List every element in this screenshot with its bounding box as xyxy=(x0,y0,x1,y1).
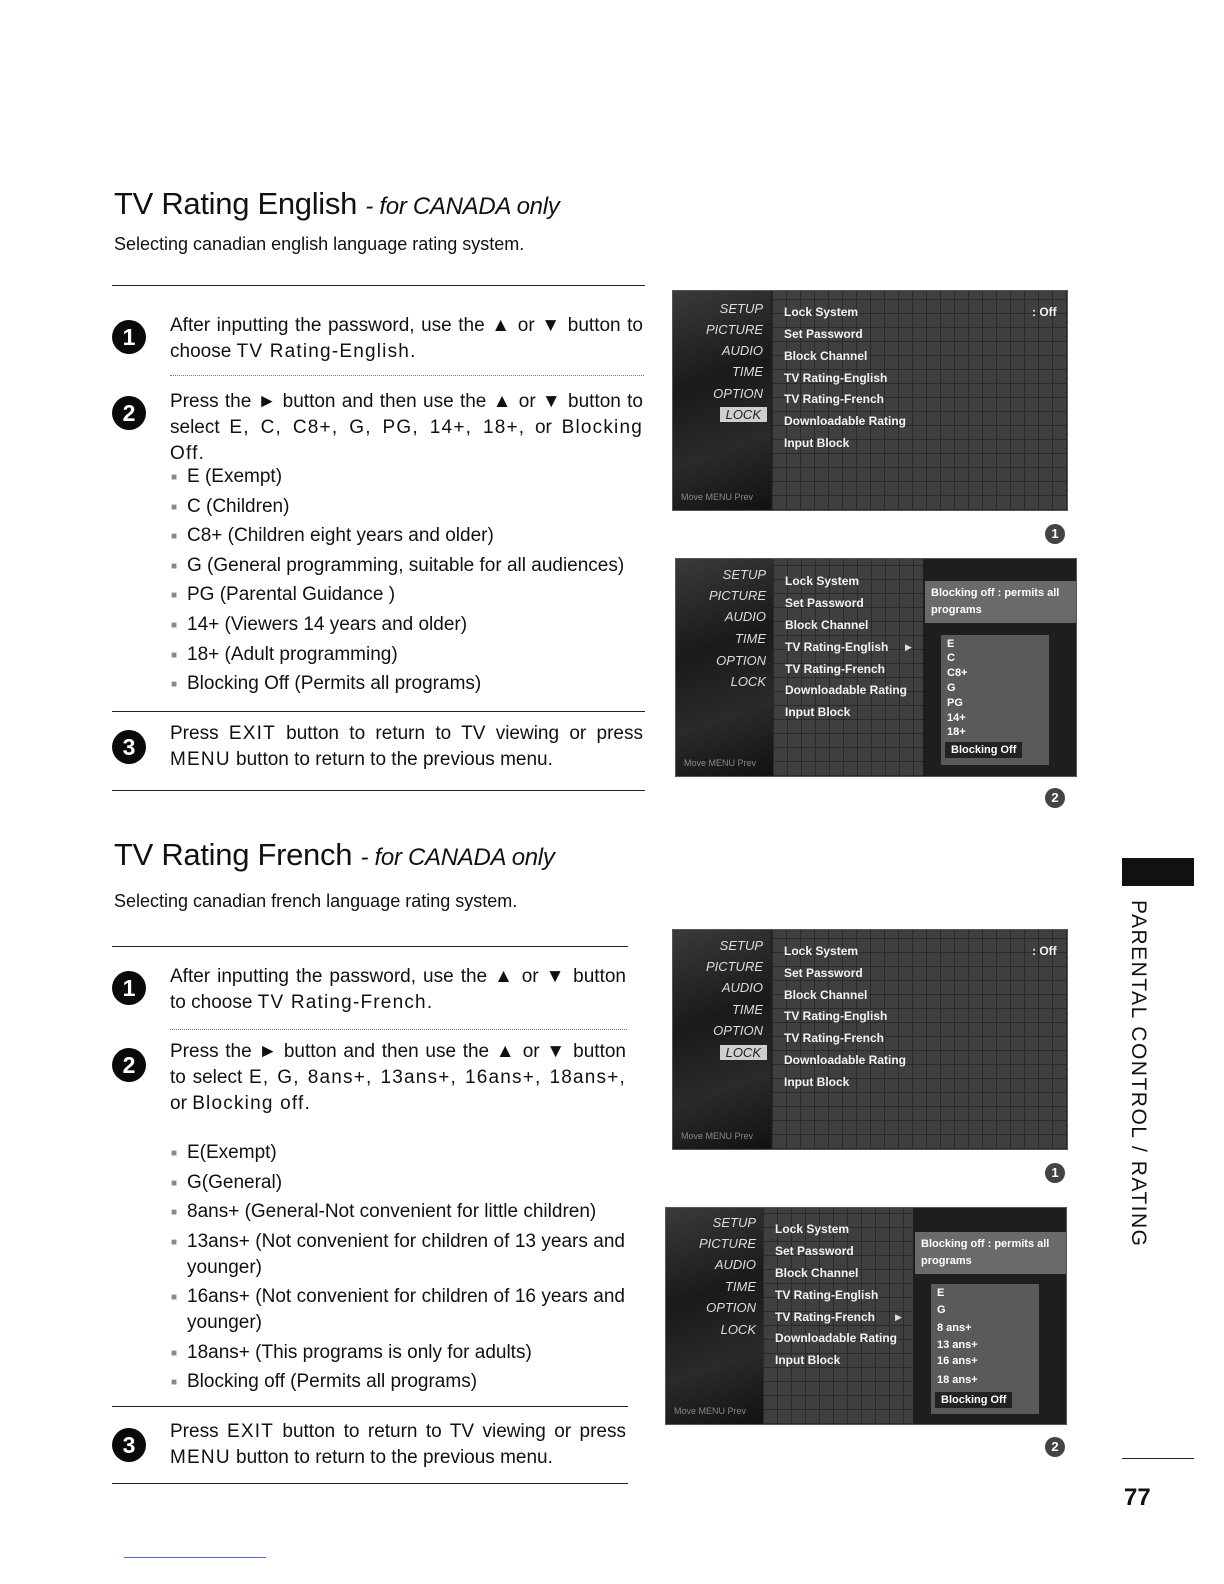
divider xyxy=(112,1406,628,1407)
tv-option-selected: Blocking Off xyxy=(945,742,1022,758)
step-text: button to return to TV viewing or press xyxy=(275,723,643,744)
tv-menu-item: Input Block xyxy=(784,1075,850,1089)
step-emphasis: EXIT xyxy=(226,1421,274,1442)
tv-option: C xyxy=(947,652,955,664)
tv-main-menu xyxy=(772,930,1067,1149)
divider xyxy=(1122,1458,1194,1459)
tv-menu-item-highlighted: TV Rating-English ▶ xyxy=(785,640,888,654)
tv-option-selected: Blocking Off xyxy=(935,1392,1012,1408)
step-text: Press xyxy=(170,1421,227,1442)
tv-menu-item: TV Rating-French xyxy=(785,662,886,676)
step-number-1: 1 xyxy=(112,320,146,354)
tv-main-menu xyxy=(763,1208,913,1424)
step-text: button to return to TV viewing or press xyxy=(274,1421,626,1442)
step-emphasis: EXIT xyxy=(228,723,276,744)
divider xyxy=(112,1483,628,1484)
tv-side-item: OPTION xyxy=(713,386,763,401)
french-bullet: ■ 16ans+ (Not convenient for children of 16 years and younger) xyxy=(187,1284,625,1336)
tv-side-menu xyxy=(673,291,771,510)
tv-lock-value: : Off xyxy=(1032,944,1057,958)
tv-menu-item: Set Password xyxy=(785,596,864,610)
tv-side-item: AUDIO xyxy=(714,1257,756,1272)
tv-side-item: SETUP xyxy=(719,938,763,953)
tv-side-item: PICTURE xyxy=(705,322,763,337)
tv-menu-item: Lock System xyxy=(784,944,859,958)
tv-option: 18 ans+ xyxy=(937,1374,978,1386)
figure-badge-1: 1 xyxy=(1045,524,1065,544)
english-bullet: ■ E (Exempt) xyxy=(187,464,282,490)
tv-menu-item: Lock System xyxy=(785,574,860,588)
tv-side-item: OPTION xyxy=(706,1300,756,1315)
step-text: Press the ► button and then use the ▲ or ▼ button to select xyxy=(170,391,643,438)
tv-side-item: AUDIO xyxy=(721,980,763,995)
step-text: button to return to the previous menu. xyxy=(230,749,553,770)
english-title-text: TV Rating English xyxy=(114,186,358,221)
tv-menu-item: Input Block xyxy=(785,705,851,719)
tv-side-item: TIME xyxy=(731,1002,763,1017)
tv-menu-item: Set Password xyxy=(784,327,863,341)
step-text: . xyxy=(410,341,416,362)
figure-badge-2: 2 xyxy=(1045,1437,1065,1457)
english-bullet: ■ C8+ (Children eight years and older) xyxy=(187,523,494,549)
tv-side-item: SETUP xyxy=(719,301,763,316)
step-text: Press the ► button and then use the ▲ or ▼ button to select xyxy=(170,1041,626,1088)
step-text: button to return to the previous menu. xyxy=(230,1447,553,1468)
english-bullet: ■ PG (Parental Guidance ) xyxy=(187,582,395,608)
tv-menu-item: TV Rating-French xyxy=(784,1031,885,1045)
tv-side-item: AUDIO xyxy=(721,343,763,358)
step-emphasis: E, C, C8+, G, PG, 14+, 18+, xyxy=(229,417,526,438)
french-bullet: ■ 13ans+ (Not convenient for children of 13 years and younger) xyxy=(187,1229,625,1281)
step-emphasis: TV Rating-English xyxy=(236,341,411,362)
divider xyxy=(112,285,645,286)
tv-option: 18+ xyxy=(947,726,966,738)
tv-side-item: TIME xyxy=(734,631,766,646)
step-emphasis: Blocking off xyxy=(192,1093,305,1114)
tv-option: 8 ans+ xyxy=(937,1322,972,1334)
english-title xyxy=(114,186,559,222)
step-number-2: 2 xyxy=(112,396,146,430)
french-bullet: ■ E(Exempt) xyxy=(187,1140,277,1166)
tv-menu-item: Downloadable Rating xyxy=(775,1331,898,1345)
tv-side-item: OPTION xyxy=(716,653,766,668)
tv-menu-item: Input Block xyxy=(784,436,850,450)
tv-menu-item: Set Password xyxy=(784,966,863,980)
step-text: or xyxy=(525,417,562,438)
french-subtitle: Selecting canadian french language rating system. xyxy=(114,891,518,911)
tv-side-item: TIME xyxy=(731,364,763,379)
english-bullet: ■ C (Children) xyxy=(187,494,289,520)
step-emphasis: MENU xyxy=(170,1447,231,1468)
tv-lock-value: : Off xyxy=(1032,305,1057,319)
french-bullet: ■ G(General) xyxy=(187,1170,282,1196)
french-title-suffix: - for CANADA only xyxy=(360,844,555,871)
tv-menu-item: Block Channel xyxy=(785,618,869,632)
tv-option: 13 ans+ xyxy=(937,1339,978,1351)
tv-side-item-selected: LOCK xyxy=(720,407,767,422)
tv-menu-item: Downloadable Rating xyxy=(784,414,907,428)
english-title-suffix: - for CANADA only xyxy=(365,193,560,220)
step-text: or xyxy=(170,1093,193,1114)
tv-menu-item: Downloadable Rating xyxy=(785,683,908,697)
french-title-text: TV Rating French xyxy=(114,837,353,872)
tv-menu-item: TV Rating-English xyxy=(784,371,888,385)
step-number-3: 3 xyxy=(112,1428,146,1462)
tv-main-menu xyxy=(772,291,1067,510)
tv-options-list xyxy=(941,635,1049,765)
french-step-3 xyxy=(170,1419,626,1471)
divider xyxy=(112,711,645,712)
tv-side-item: SETUP xyxy=(722,567,766,582)
tv-option: C8+ xyxy=(947,667,968,679)
french-bullet: ■ 8ans+ (General-Not convenient for little children) xyxy=(187,1199,596,1225)
tv-menu-item: Block Channel xyxy=(784,349,868,363)
english-subtitle: Selecting canadian english language rating system. xyxy=(114,234,525,254)
tv-menu-screen xyxy=(672,290,1068,511)
tv-side-item: AUDIO xyxy=(724,609,766,624)
tv-side-item: LOCK xyxy=(720,1322,756,1337)
french-bullet: ■ Blocking off (Permits all programs) xyxy=(187,1369,477,1395)
figure-badge-1: 1 xyxy=(1045,1163,1065,1183)
tv-footer: Move MENU Prev xyxy=(681,492,754,502)
tv-side-menu xyxy=(673,930,771,1149)
divider xyxy=(112,946,628,947)
tv-footer: Move MENU Prev xyxy=(684,758,757,768)
step-number-1: 1 xyxy=(112,971,146,1005)
step-number-2: 2 xyxy=(112,1048,146,1082)
tv-menu-item: Lock System xyxy=(784,305,859,319)
tv-side-item: TIME xyxy=(724,1279,756,1294)
tv-menu-item: TV Rating-English xyxy=(784,1009,888,1023)
tv-option: G xyxy=(937,1304,946,1316)
french-title xyxy=(114,837,555,873)
tv-info-box: Blocking off : permits all programs xyxy=(915,1232,1066,1274)
english-step-2 xyxy=(170,389,643,467)
tv-menu-item: Block Channel xyxy=(775,1266,859,1280)
tv-menu-item-highlighted: TV Rating-French ▶ xyxy=(775,1310,875,1324)
tv-option: E xyxy=(937,1287,945,1299)
step-text: Press xyxy=(170,723,229,744)
step-emphasis: E, G, 8ans+, 13ans+, 16ans+, 18ans+, xyxy=(249,1067,626,1088)
english-bullet: ■ 14+ (Viewers 14 years and older) xyxy=(187,612,467,638)
tv-menu-screen xyxy=(675,558,1077,777)
tv-menu-item: Lock System xyxy=(775,1222,850,1236)
page-number: 77 xyxy=(1124,1484,1151,1511)
tv-menu-item: TV Rating-French xyxy=(784,392,885,406)
step-text: After inputting the password, use the ▲ or ▼ button to choose xyxy=(170,966,626,1013)
section-label: PARENTAL CONTROL / RATING xyxy=(1127,900,1150,1248)
english-bullet: ■ 18+ (Adult programming) xyxy=(187,642,398,668)
tv-info-box: Blocking off : permits all programs xyxy=(925,581,1076,623)
divider xyxy=(112,790,645,791)
step-text: After inputting the password, use the ▲ or ▼ button to choose xyxy=(170,315,643,362)
english-bullet: ■ G (General programming, suitable for all audiences) xyxy=(187,553,624,579)
tv-option: G xyxy=(947,682,956,694)
dotted-divider xyxy=(170,1029,627,1030)
tv-option: 16 ans+ xyxy=(937,1355,978,1367)
step-text: . xyxy=(198,443,204,464)
tv-side-item: SETUP xyxy=(712,1215,756,1230)
tv-side-item: PICTURE xyxy=(705,959,763,974)
dotted-divider xyxy=(170,375,644,376)
tv-menu-item: Block Channel xyxy=(784,988,868,1002)
tv-side-item: PICTURE xyxy=(698,1236,756,1251)
step-text: . xyxy=(304,1093,310,1114)
step-number-3: 3 xyxy=(112,730,146,764)
tv-menu-screen xyxy=(672,929,1068,1150)
tv-option: E xyxy=(947,638,955,650)
tv-options-list xyxy=(931,1284,1039,1414)
tv-footer: Move MENU Prev xyxy=(681,1131,754,1141)
tv-side-item: PICTURE xyxy=(708,588,766,603)
step-emphasis: Blocking Off xyxy=(170,417,643,464)
tv-menu-item: TV Rating-English xyxy=(775,1288,879,1302)
step-emphasis: MENU xyxy=(170,749,231,770)
step-emphasis: TV Rating-French xyxy=(257,992,427,1013)
section-tab xyxy=(1122,858,1194,886)
tv-menu-screen xyxy=(665,1207,1067,1425)
english-step-3 xyxy=(170,721,643,773)
french-step-1 xyxy=(170,964,626,1016)
footer-line xyxy=(124,1557,266,1558)
english-bullet: ■ Blocking Off (Permits all programs) xyxy=(187,671,481,697)
french-step-2 xyxy=(170,1039,626,1117)
tv-side-menu xyxy=(666,1208,764,1424)
tv-menu-item: Downloadable Rating xyxy=(784,1053,907,1067)
tv-option: PG xyxy=(947,697,963,709)
tv-side-item: LOCK xyxy=(730,674,766,689)
figure-badge-2: 2 xyxy=(1045,788,1065,808)
tv-footer: Move MENU Prev xyxy=(674,1406,747,1416)
tv-option: 14+ xyxy=(947,712,966,724)
tv-menu-item: Input Block xyxy=(775,1353,841,1367)
english-step-1 xyxy=(170,313,643,365)
tv-side-item-selected: LOCK xyxy=(720,1045,767,1060)
step-text: . xyxy=(426,992,433,1013)
tv-side-item: OPTION xyxy=(713,1023,763,1038)
tv-main-menu xyxy=(773,559,923,776)
french-bullet: ■ 18ans+ (This programs is only for adults) xyxy=(187,1340,532,1366)
tv-menu-item: Set Password xyxy=(775,1244,854,1258)
tv-side-menu xyxy=(676,559,774,776)
